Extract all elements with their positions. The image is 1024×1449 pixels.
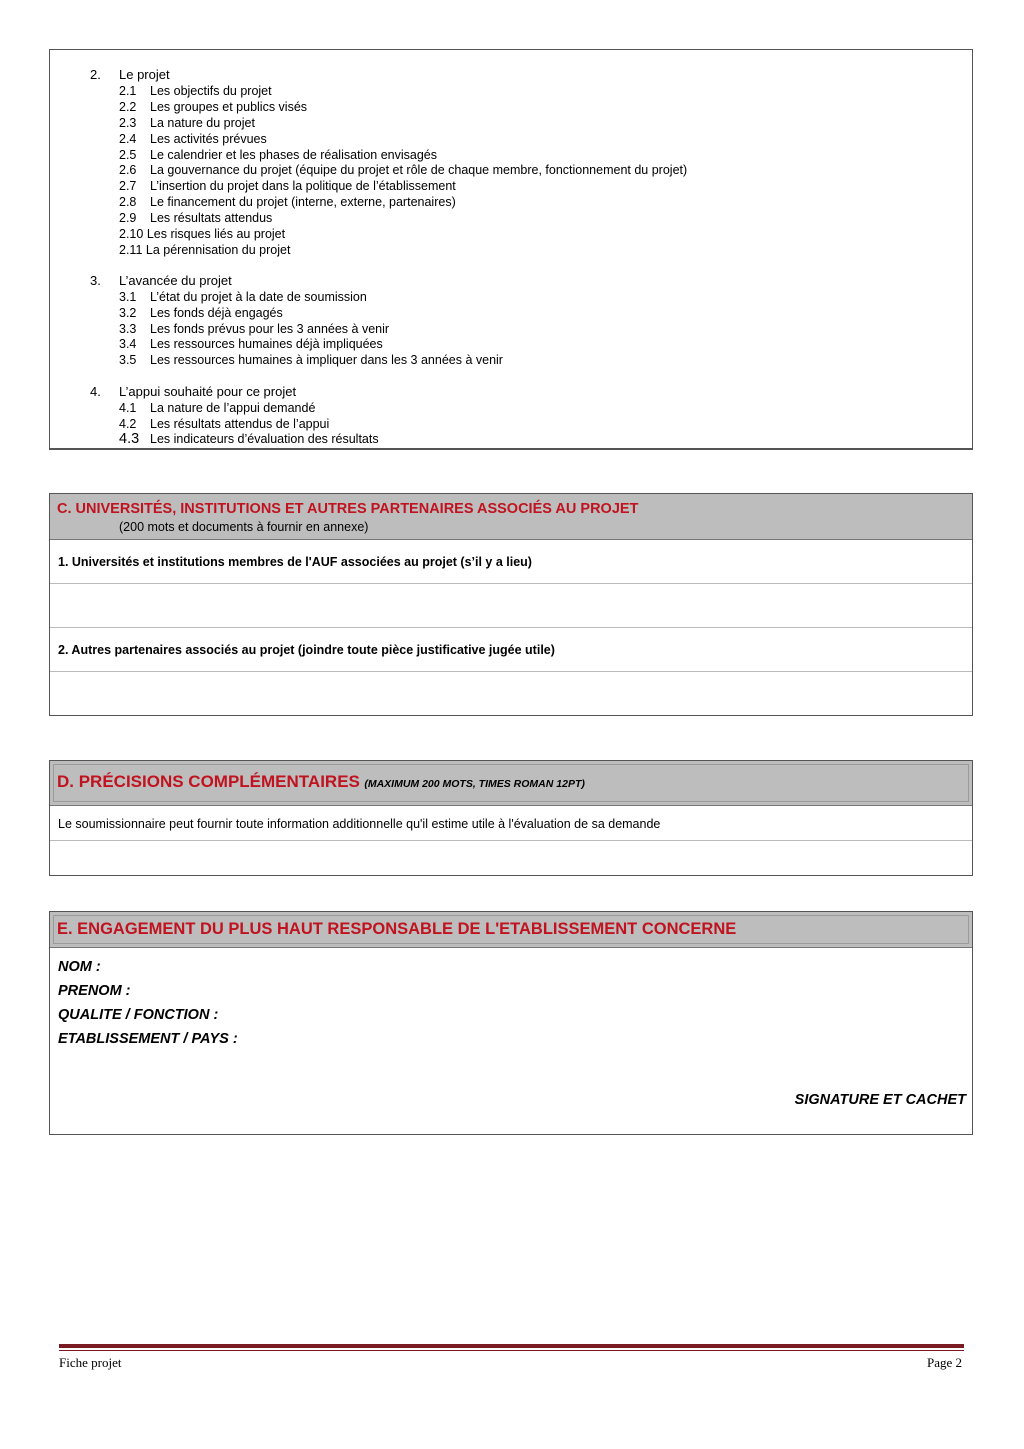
section-d-table bbox=[49, 760, 973, 876]
section-d-note: (MAXIMUM 200 MOTS, TIMES ROMAN 12PT) bbox=[364, 778, 585, 790]
outline-item: 4.1 La nature de l’appui demandé bbox=[119, 401, 316, 415]
outline-section-3: 3. L’avancée du projet bbox=[90, 273, 232, 288]
section-c-table bbox=[49, 493, 973, 716]
section-c-row-1-answer[interactable] bbox=[50, 584, 972, 628]
field-qualite-label: QUALITE / FONCTION : bbox=[58, 1007, 219, 1023]
section-d-row bbox=[50, 806, 972, 841]
footer-rule-thin bbox=[59, 1350, 964, 1351]
section-c-subtitle: (200 mots et documents à fournir en annexe) bbox=[119, 520, 369, 534]
outline-item: 4.2 Les résultats attendus de l’appui bbox=[119, 417, 330, 431]
outline-section-2: 2. Le projet bbox=[90, 67, 170, 82]
field-etablissement-label: ETABLISSEMENT / PAYS : bbox=[58, 1031, 238, 1047]
outline-box bbox=[49, 49, 973, 450]
section-d-header bbox=[50, 761, 972, 806]
section-d-answer[interactable] bbox=[50, 841, 972, 876]
outline-item: 2.11 La pérennisation du projet bbox=[119, 243, 291, 257]
outline-item: 2.8 Le financement du projet (interne, externe, partenaires) bbox=[119, 195, 456, 209]
outline-item: 2.10 Les risques liés au projet bbox=[119, 227, 286, 241]
outline-item: 3.2 Les fonds déjà engagés bbox=[119, 306, 283, 320]
outline-item: 2.2 Les groupes et publics visés bbox=[119, 100, 308, 114]
section-d-title-line bbox=[57, 772, 585, 792]
outline-item: 2.4 Les activités prévues bbox=[119, 132, 267, 146]
outline-item: 2.3 La nature du projet bbox=[119, 116, 255, 130]
outline-item: 2.1 Les objectifs du projet bbox=[119, 84, 272, 98]
outline-item: 3.1 L’état du projet à la date de soumission bbox=[119, 290, 367, 304]
section-d-text: Le soumissionnaire peut fournir toute information additionnelle qu'il estime utile à l'évaluation de sa demande bbox=[58, 817, 661, 831]
outline-item: 2.6 La gouvernance du projet (équipe du projet et rôle de chaque membre, fonctionnement du projet) bbox=[119, 163, 688, 177]
footer-page-number: Page 2 bbox=[926, 1355, 962, 1370]
outline-item: 3.5 Les ressources humaines à impliquer dans les 3 années à venir bbox=[119, 353, 503, 367]
section-e-fields bbox=[58, 955, 238, 1051]
section-c-header bbox=[50, 494, 972, 540]
signature-label: SIGNATURE ET CACHET bbox=[794, 1092, 966, 1108]
section-c-row-1-label: 1. Universités et institutions membres de l'AUF associées au projet (s’il y a lieu) bbox=[58, 555, 532, 569]
field-nom-label: NOM : bbox=[58, 959, 101, 975]
outline-section-4: 4. L’appui souhaité pour ce projet bbox=[90, 384, 297, 399]
field-prenom-label: PRENOM : bbox=[58, 983, 131, 999]
outline-item: 2.9 Les résultats attendus bbox=[119, 211, 273, 225]
outline-item: 3.4 Les ressources humaines déjà impliquées bbox=[119, 337, 383, 351]
section-c-row-2-answer[interactable] bbox=[50, 672, 972, 716]
section-e-header bbox=[50, 912, 972, 948]
outline-item: 4.3 Les indicateurs d’évaluation des résultats bbox=[119, 431, 379, 447]
outline-item: 2.7 L’insertion du projet dans la politique de l’établissement bbox=[119, 179, 456, 193]
footer-doc-title: Fiche projet bbox=[59, 1355, 122, 1370]
outline-item: 2.5 Le calendrier et les phases de réalisation envisagés bbox=[119, 148, 437, 162]
section-c-row-2 bbox=[50, 628, 972, 672]
footer-rule-thick bbox=[59, 1344, 964, 1348]
section-e-table bbox=[49, 911, 973, 1135]
section-c-row-1 bbox=[50, 540, 972, 584]
section-c-title: C. UNIVERSITÉS, INSTITUTIONS ET AUTRES PARTENAIRES ASSOCIÉS AU PROJET bbox=[57, 501, 639, 517]
outline-item: 3.3 Les fonds prévus pour les 3 années à venir bbox=[119, 322, 390, 336]
section-e-title: E. ENGAGEMENT DU PLUS HAUT RESPONSABLE DE L'ETABLISSEMENT CONCERNE bbox=[57, 920, 737, 938]
section-c-row-2-label: 2. Autres partenaires associés au projet (joindre toute pièce justificative jugée utile) bbox=[58, 643, 555, 657]
section-d-title: D. PRÉCISIONS COMPLÉMENTAIRES bbox=[57, 772, 360, 791]
